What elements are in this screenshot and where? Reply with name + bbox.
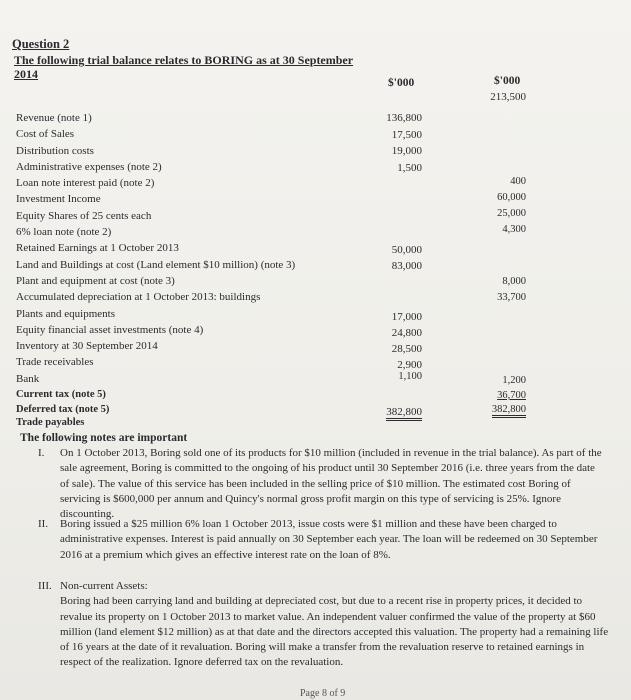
- note-3-text: Boring had been carrying land and building at depreciated cost, but due to a recent rise in property prices, it decided to revalue its property on 1 October 2013 to market value. An independent valuer confirmed the value of the property at $60 million (land element $12 million) as at that date and the directors accepted this valuation. The property had a remaining life of 16 years at the date of it revaluation. Boring will make a transfer from the revaluation reserve to retained earnings in respect of the realization. Ignore deferred tax on the revaluation.: [60, 595, 609, 669]
- debit-total-value: 382,800: [386, 406, 422, 421]
- row-label: Equity Shares of 25 cents each: [16, 209, 152, 222]
- note-1: [38, 446, 606, 522]
- row-label: Accumulated depreciation at 1 October 2013: buildings: [16, 291, 261, 304]
- column-header-credit: $'000: [494, 75, 521, 87]
- note-1-text: On 1 October 2013, Boring sold one of its products for $10 million (included in revenue in the trial balance). As part of the sale agreement, Boring is committed to the ongoing of his product until 30 September 2016 (i.e. three years from the date of sale). The value of this service has been included in the selling price of $10 million. The estimated cost Boring of servicing is $600,000 per annum and Quincy's normal gross profit margin on this type of servicing is 25%. Ignore discounting.: [60, 447, 602, 521]
- credit-value: 25,000: [497, 208, 526, 219]
- row-label: Trade payables: [16, 417, 85, 429]
- notes-heading: The following notes are important: [20, 432, 188, 444]
- intro-line-2: 2014: [14, 67, 38, 81]
- note-3-heading: Non-current Assets:: [60, 580, 148, 592]
- question-title: Question 2: [12, 37, 70, 51]
- row-label: Revenue (note 1): [16, 112, 92, 124]
- row-label: Deferred tax (note 5): [16, 404, 110, 416]
- debit-value: 136,800: [386, 112, 422, 124]
- trial-balance-intro: [14, 53, 353, 81]
- debit-value: 83,000: [391, 260, 422, 272]
- row-label: Loan note interest paid (note 2): [16, 177, 155, 190]
- credit-value: 33,700: [497, 292, 526, 303]
- row-label: Administrative expenses (note 2): [16, 160, 162, 173]
- credit-value: 4,300: [502, 224, 526, 235]
- debit-value: 1,500: [397, 162, 422, 174]
- row-label: Retained Earnings at 1 October 2013: [16, 242, 179, 255]
- row-label: Land and Buildings at cost (Land element $10 million) (note 3): [16, 258, 296, 271]
- credit-value: 1,200: [502, 375, 526, 386]
- row-label: Inventory at 30 September 2014: [16, 340, 158, 353]
- debit-value: 2,900: [397, 359, 422, 371]
- trial-balance-labels: [16, 110, 295, 429]
- debit-value: 17,500: [391, 129, 422, 141]
- row-label: Trade receivables: [16, 356, 94, 369]
- column-header-debit: $'000: [388, 77, 415, 89]
- credit-value: 400: [510, 176, 526, 187]
- row-label: Plant and equipment at cost (note 3): [16, 274, 175, 287]
- row-label: Equity financial asset investments (note 4): [16, 323, 204, 336]
- debit-value: 1,100: [398, 371, 422, 382]
- credit-value: 60,000: [497, 192, 526, 203]
- note-1-number: I.: [38, 447, 45, 459]
- note-3: [38, 579, 610, 671]
- row-label: Cost of Sales: [16, 128, 75, 141]
- note-3-number: III.: [38, 580, 52, 592]
- row-label: Bank: [16, 372, 40, 385]
- debit-value: 24,800: [391, 327, 422, 339]
- credit-value: 8,000: [502, 276, 526, 287]
- note-2: [38, 517, 606, 563]
- intro-line-1: The following trial balance relates to BORING as at 30 September: [14, 53, 354, 67]
- credit-value: 36,700: [497, 390, 526, 401]
- note-2-number: II.: [38, 518, 49, 530]
- note-2-text: Boring issued a $25 million 6% loan 1 October 2013, issue costs were $1 million and these have been charged to administrative expenses. Interest is paid annually on 30 September each year. The loan will be redeemed on 30 September 2016 at a premium which gives an effective interest rate on the loan of 8%.: [60, 518, 598, 561]
- row-label: Investment Income: [16, 193, 101, 206]
- debit-total: [362, 404, 422, 420]
- debit-value: 28,500: [391, 343, 422, 355]
- page-footer: Page 8 of 9: [300, 688, 346, 699]
- row-label: 6% loan note (note 2): [16, 226, 112, 239]
- credit-top-value: 213,500: [490, 91, 526, 103]
- row-label: Current tax (note 5): [16, 389, 106, 401]
- debit-value: 50,000: [391, 244, 422, 256]
- credit-total-value: 382,800: [492, 404, 526, 418]
- debit-value: 19,000: [391, 145, 422, 157]
- debit-value: 17,000: [391, 311, 422, 323]
- row-label: Plants and equipments: [16, 307, 115, 320]
- credit-total: [466, 402, 526, 418]
- row-label: Distribution costs: [16, 144, 94, 157]
